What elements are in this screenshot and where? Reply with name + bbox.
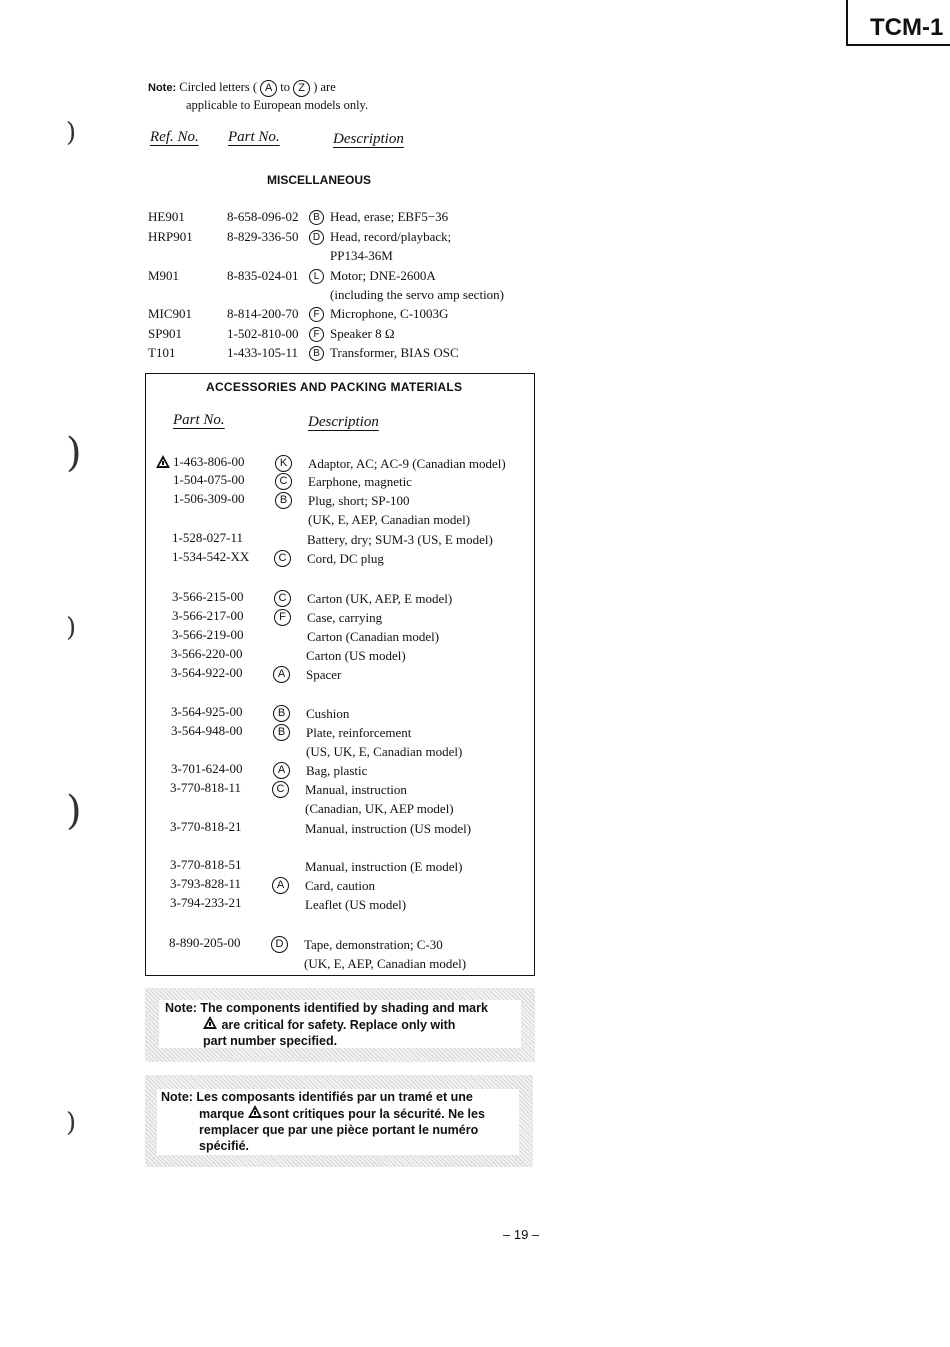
circled-code-icon: K — [275, 455, 292, 472]
accessory-desc: Manual, instruction (US model) — [305, 821, 472, 836]
accessories-box — [145, 373, 535, 976]
misc-ref: MIC901 — [148, 306, 193, 321]
accessory-part-no: 3-564-925-00 — [171, 704, 243, 719]
note-circled-letters — [148, 79, 368, 114]
accessory-desc: Manual, instruction (E model) — [305, 859, 463, 874]
header-rule-vertical — [846, 0, 848, 46]
accessory-desc: Plate, reinforcement — [306, 725, 412, 740]
accessory-part-no: 3-701-624-00 — [171, 761, 243, 776]
accessory-desc: Battery, dry; SUM-3 (US, E model) — [307, 532, 493, 547]
safety-note-en — [145, 988, 535, 1062]
accessory-desc: Earphone, magnetic — [308, 474, 412, 489]
accessory-desc-cont: (UK, E, AEP, Canadian model) — [308, 512, 471, 527]
col-header-desc: Description — [308, 414, 379, 430]
note-line: sont critiques pour la sécurité. Ne les — [262, 1107, 485, 1121]
accessory-desc: Plug, short; SP-100 — [308, 493, 410, 508]
accessory-part-no: 3-566-217-00 — [172, 608, 244, 623]
circled-code-icon: C — [272, 781, 289, 798]
note-line: Note: The components identified by shading and mark — [165, 1001, 488, 1015]
circled-code-icon: F — [309, 307, 324, 322]
note-line: remplacer que par une pièce portant le numéro — [199, 1123, 479, 1137]
misc-part-no: 8-658-096-02 — [227, 209, 299, 224]
note-line-2 — [157, 1105, 519, 1122]
circled-code-icon: C — [275, 473, 292, 490]
circled-code-icon: A — [273, 762, 290, 779]
accessory-part-no: 3-566-215-00 — [172, 589, 244, 604]
misc-desc: Microphone, C-1003G — [330, 306, 449, 321]
note-text: ) are — [313, 80, 336, 94]
circled-letter-icon: A — [260, 80, 277, 97]
accessory-part-no: 1-534-542-XX — [172, 549, 250, 564]
accessory-desc: Cushion — [306, 706, 350, 721]
accessory-desc: Carton (UK, AEP, E model) — [307, 591, 453, 606]
note-line: marque — [199, 1107, 245, 1121]
misc-ref: SP901 — [148, 326, 182, 341]
warning-triangle-icon — [248, 1105, 262, 1118]
circled-code-icon: C — [274, 550, 291, 567]
note-line: are critical for safety. Replace only with — [221, 1018, 456, 1032]
accessory-desc: Card, caution — [305, 878, 376, 893]
accessory-desc-cont: (US, UK, E, Canadian model) — [306, 744, 463, 759]
accessory-desc: Adaptor, AC; AC-9 (Canadian model) — [308, 456, 506, 471]
accessory-part-no: 3-794-233-21 — [170, 895, 242, 910]
accessory-part-no: 8-890-205-00 — [169, 935, 241, 950]
circled-code-icon: A — [272, 877, 289, 894]
misc-ref: M901 — [148, 268, 180, 283]
section-title-misc: MISCELLANEOUS — [267, 173, 372, 187]
circled-code-icon: B — [273, 705, 290, 722]
note-text: to — [280, 80, 290, 94]
section-title-accessories: ACCESSORIES AND PACKING MATERIALS — [206, 380, 463, 394]
accessory-part-no: 3-564-948-00 — [171, 723, 243, 738]
note-line: spécifié. — [199, 1139, 250, 1153]
note-label: Note: — [148, 82, 177, 94]
accessory-part-no: 3-566-220-00 — [171, 646, 243, 661]
circled-code-icon: D — [309, 230, 324, 245]
warning-triangle-icon — [156, 455, 170, 468]
misc-desc: Motor; DNE-2600A — [330, 268, 436, 283]
note-line-2 — [159, 1016, 521, 1033]
col-header-ref: Ref. No. — [150, 129, 199, 145]
misc-desc: Speaker 8 Ω — [330, 326, 395, 341]
safety-note-fr — [145, 1075, 533, 1167]
misc-ref: HE901 — [148, 209, 185, 224]
accessory-part-no: 1-506-309-00 — [173, 491, 245, 506]
accessory-desc: Bag, plastic — [306, 763, 368, 778]
note-line: Note: Les composants identifiés par un tramé et une — [161, 1090, 473, 1104]
page-number: – 19 – — [503, 1227, 540, 1242]
note-text-line2: applicable to European models only. — [186, 98, 369, 112]
circled-letter-icon: Z — [293, 80, 310, 97]
col-header-part: Part No. — [173, 412, 225, 428]
misc-desc: Transformer, BIAS OSC — [330, 345, 459, 360]
accessory-desc-cont: (UK, E, AEP, Canadian model) — [304, 956, 467, 971]
accessory-desc: Spacer — [306, 667, 342, 682]
misc-desc: Head, erase; EBF5−36 — [330, 209, 449, 224]
accessory-desc: Leaflet (US model) — [305, 897, 407, 912]
accessory-part-no: 3-770-818-11 — [170, 780, 242, 795]
circled-code-icon: F — [274, 609, 291, 626]
margin-mark: ) — [66, 430, 82, 476]
accessory-part-no: 1-463-806-00 — [173, 454, 245, 469]
col-header-desc: Description — [333, 131, 404, 147]
accessory-desc: Manual, instruction — [305, 782, 407, 797]
circled-code-icon: L — [309, 269, 324, 284]
accessory-part-no: 3-770-818-51 — [170, 857, 242, 872]
safety-note-en-body — [159, 1000, 521, 1048]
model-title: TCM-1 — [870, 14, 944, 41]
misc-desc: Head, record/playback; — [330, 229, 452, 244]
accessory-desc-cont: (Canadian, UK, AEP model) — [305, 801, 454, 816]
misc-part-no: 8-835-024-01 — [227, 268, 299, 283]
margin-mark: ) — [66, 118, 77, 148]
circled-code-icon: F — [309, 327, 324, 342]
circled-code-icon: B — [275, 492, 292, 509]
accessory-desc: Case, carrying — [307, 610, 383, 625]
accessory-desc: Carton (Canadian model) — [307, 629, 440, 644]
circled-code-icon: B — [309, 346, 324, 361]
accessory-desc: Carton (US model) — [306, 648, 406, 663]
misc-part-no: 1-502-810-00 — [227, 326, 299, 341]
misc-desc-cont: PP134-36M — [330, 248, 393, 263]
circled-code-icon: D — [271, 936, 288, 953]
safety-note-fr-body — [157, 1089, 519, 1155]
misc-ref: T101 — [148, 345, 176, 360]
misc-ref: HRP901 — [148, 229, 193, 244]
margin-mark: ) — [66, 613, 77, 643]
warning-triangle-icon — [203, 1016, 217, 1029]
accessory-part-no: 3-564-922-00 — [171, 665, 243, 680]
note-line: part number specified. — [203, 1034, 338, 1048]
circled-code-icon: B — [273, 724, 290, 741]
accessory-part-no: 1-504-075-00 — [173, 472, 245, 487]
col-header-part: Part No. — [228, 129, 280, 145]
note-text: Circled letters ( — [179, 80, 257, 94]
misc-part-no: 8-814-200-70 — [227, 306, 299, 321]
accessory-part-no: 3-793-828-11 — [170, 876, 242, 891]
margin-mark: ) — [66, 788, 82, 834]
accessory-part-no: 3-566-219-00 — [172, 627, 244, 642]
accessory-desc: Tape, demonstration; C-30 — [304, 937, 443, 952]
circled-code-icon: B — [309, 210, 324, 225]
misc-part-no: 1-433-105-11 — [227, 345, 299, 360]
header-rule-horizontal — [846, 44, 950, 46]
accessory-part-no: 3-770-818-21 — [170, 819, 242, 834]
accessory-desc: Cord, DC plug — [307, 551, 384, 566]
misc-part-no: 8-829-336-50 — [227, 229, 299, 244]
misc-desc-cont: (including the servo amp section) — [330, 287, 505, 302]
accessory-part-no: 1-528-027-11 — [172, 530, 244, 545]
margin-mark: ) — [66, 1108, 77, 1138]
circled-code-icon: C — [274, 590, 291, 607]
circled-code-icon: A — [273, 666, 290, 683]
